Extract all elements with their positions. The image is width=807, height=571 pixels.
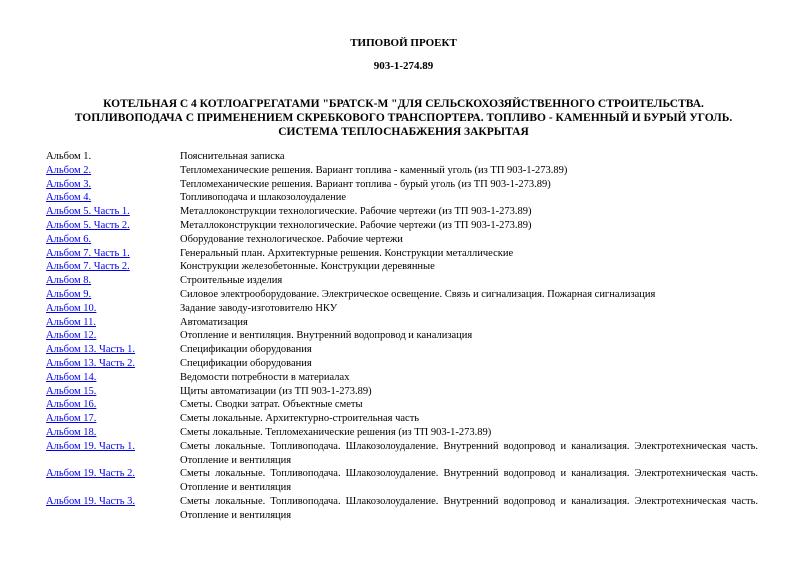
album-row xyxy=(46,150,758,164)
album-row xyxy=(46,371,758,385)
album-row xyxy=(46,164,758,178)
album-description: Оборудование технологическое. Рабочие чертежи xyxy=(180,233,403,245)
album-description: Сметы локальные. Топливоподача. Шлакозолоудаление. Внутренний водопровод и канализация. Электротехническая часть. Отопление и вентиляция xyxy=(180,495,758,521)
album-name-cell xyxy=(46,385,180,399)
album-name-cell xyxy=(46,467,180,495)
album-row xyxy=(46,440,758,468)
album-link[interactable]: Альбом 15. xyxy=(46,385,97,397)
album-link[interactable]: Альбом 10. xyxy=(46,302,97,314)
album-name-cell xyxy=(46,219,180,233)
album-link[interactable]: Альбом 19. Часть 3. xyxy=(46,495,136,507)
album-name-cell xyxy=(46,316,180,330)
project-title-line-3: СИСТЕМА ТЕПЛОСНАБЖЕНИЯ ЗАКРЫТАЯ xyxy=(278,126,529,138)
album-row xyxy=(46,329,758,343)
album-description: Сметы локальные. Топливоподача. Шлакозолоудаление. Внутренний водопровод и канализация. Электротехническая часть. Отопление и вентиляция xyxy=(180,440,758,466)
album-description: Задание заводу-изготовителю НКУ xyxy=(180,302,338,314)
album-description: Металлоконструкции технологические. Рабочие чертежи (из ТП 903-1-273.89) xyxy=(180,206,532,218)
project-title-line-1: КОТЕЛЬНАЯ С 4 КОТЛОАГРЕГАТАМИ "БРАТСК-М "ДЛЯ СЕЛЬСКОХОЗЯЙСТВЕННОГО СТРОИТЕЛЬСТВА. xyxy=(103,98,704,110)
album-name-cell xyxy=(46,357,180,371)
album-row xyxy=(46,219,758,233)
album-description: Отопление и вентиляция. Внутренний водопровод и канализация xyxy=(180,330,473,342)
project-code: 903-1-274.89 xyxy=(373,60,434,72)
album-name-cell xyxy=(46,495,180,523)
album-description: Конструкции железобетонные. Конструкции деревянные xyxy=(180,261,435,273)
album-link[interactable]: Альбом 5. Часть 1. xyxy=(46,206,130,218)
album-link[interactable]: Альбом 5. Часть 2. xyxy=(46,219,130,231)
album-row xyxy=(46,495,758,523)
album-name-cell xyxy=(46,343,180,357)
album-link[interactable]: Альбом 14. xyxy=(46,371,97,383)
album-link: Альбом 1. xyxy=(46,151,92,162)
album-row xyxy=(46,247,758,261)
album-row xyxy=(46,426,758,440)
album-description: Сметы локальные. Тепломеханические решения (из ТП 903-1-273.89) xyxy=(180,426,492,438)
album-name-cell xyxy=(46,426,180,440)
album-description: Тепломеханические решения. Вариант топлива - бурый уголь (из ТП 903-1-273.89) xyxy=(180,178,551,190)
album-name-cell xyxy=(46,329,180,343)
album-name-cell xyxy=(46,247,180,261)
album-row xyxy=(46,467,758,495)
album-row xyxy=(46,233,758,247)
album-name-cell xyxy=(46,205,180,219)
album-description: Сметы. Сводки затрат. Объектные сметы xyxy=(180,399,363,411)
album-link[interactable]: Альбом 11. xyxy=(46,316,97,328)
album-name-cell xyxy=(46,274,180,288)
album-row xyxy=(46,260,758,274)
album-description: Пояснительная записка xyxy=(180,151,285,162)
album-row xyxy=(46,178,758,192)
album-link[interactable]: Альбом 18. xyxy=(46,426,97,438)
project-title-line-2: ТОПЛИВОПОДАЧА С ПРИМЕНЕНИЕМ СКРЕБКОВОГО ТРАНСПОРТЕРА. ТОПЛИВО - КАМЕННЫЙ И БУРЫЙ УГОЛЬ. xyxy=(74,112,733,124)
album-name-cell xyxy=(46,371,180,385)
album-description: Силовое электрооборудование. Электрическое освещение. Связь и сигнализация. Пожарная сигнализация xyxy=(180,288,656,300)
album-link[interactable]: Альбом 6. xyxy=(46,233,92,245)
album-row xyxy=(46,288,758,302)
album-link[interactable]: Альбом 16. xyxy=(46,399,97,411)
album-link[interactable]: Альбом 9. xyxy=(46,288,92,300)
album-link[interactable]: Альбом 19. Часть 1. xyxy=(46,440,136,452)
album-description: Строительные изделия xyxy=(180,275,283,287)
album-link[interactable]: Альбом 13. Часть 1. xyxy=(46,344,136,356)
album-row xyxy=(46,412,758,426)
album-row xyxy=(46,357,758,371)
album-name-cell xyxy=(46,164,180,178)
album-row xyxy=(46,385,758,399)
album-name-cell xyxy=(46,440,180,468)
album-description: Щиты автоматизации (из ТП 903-1-273.89) xyxy=(180,385,372,397)
album-row xyxy=(46,343,758,357)
album-name-cell xyxy=(46,150,180,164)
album-row xyxy=(46,205,758,219)
project-type-label: ТИПОВОЙ ПРОЕКТ xyxy=(350,37,457,49)
album-row xyxy=(46,398,758,412)
album-description: Тепломеханические решения. Вариант топлива - каменный уголь (из ТП 903-1-273.89) xyxy=(180,164,568,176)
album-description: Сметы локальные. Архитектурно-строительная часть xyxy=(180,413,420,425)
album-name-cell xyxy=(46,288,180,302)
album-row xyxy=(46,302,758,316)
album-link[interactable]: Альбом 3. xyxy=(46,178,92,190)
album-link[interactable]: Альбом 2. xyxy=(46,164,92,176)
album-row xyxy=(46,191,758,205)
album-name-cell xyxy=(46,398,180,412)
album-link[interactable]: Альбом 4. xyxy=(46,192,92,204)
album-link[interactable]: Альбом 7. Часть 1. xyxy=(46,247,130,259)
album-description: Спецификации оборудования xyxy=(180,357,312,369)
album-link[interactable]: Альбом 13. Часть 2. xyxy=(46,357,136,369)
album-link[interactable]: Альбом 8. xyxy=(46,275,92,287)
album-description: Генеральный план. Архитектурные решения. Конструкции металлические xyxy=(180,247,514,259)
album-list xyxy=(46,150,758,523)
album-name-cell xyxy=(46,191,180,205)
album-description: Сметы локальные. Топливоподача. Шлакозолоудаление. Внутренний водопровод и канализация. Электротехническая часть. Отопление и вентиляция xyxy=(180,468,758,494)
album-row xyxy=(46,316,758,330)
album-name-cell xyxy=(46,412,180,426)
album-name-cell xyxy=(46,302,180,316)
album-name-cell xyxy=(46,233,180,247)
album-description: Автоматизация xyxy=(180,316,248,328)
album-description: Топливоподача и шлакозолоудаление xyxy=(180,192,347,204)
album-description: Металлоконструкции технологические. Рабочие чертежи (из ТП 903-1-273.89) xyxy=(180,219,532,231)
album-description: Спецификации оборудования xyxy=(180,344,312,356)
album-name-cell xyxy=(46,178,180,192)
album-row xyxy=(46,274,758,288)
album-link[interactable]: Альбом 12. xyxy=(46,330,97,342)
album-name-cell xyxy=(46,260,180,274)
album-description: Ведомости потребности в материалах xyxy=(180,371,350,383)
album-link[interactable]: Альбом 19. Часть 2. xyxy=(46,468,136,480)
album-link[interactable]: Альбом 7. Часть 2. xyxy=(46,261,130,273)
album-link[interactable]: Альбом 17. xyxy=(46,413,97,425)
